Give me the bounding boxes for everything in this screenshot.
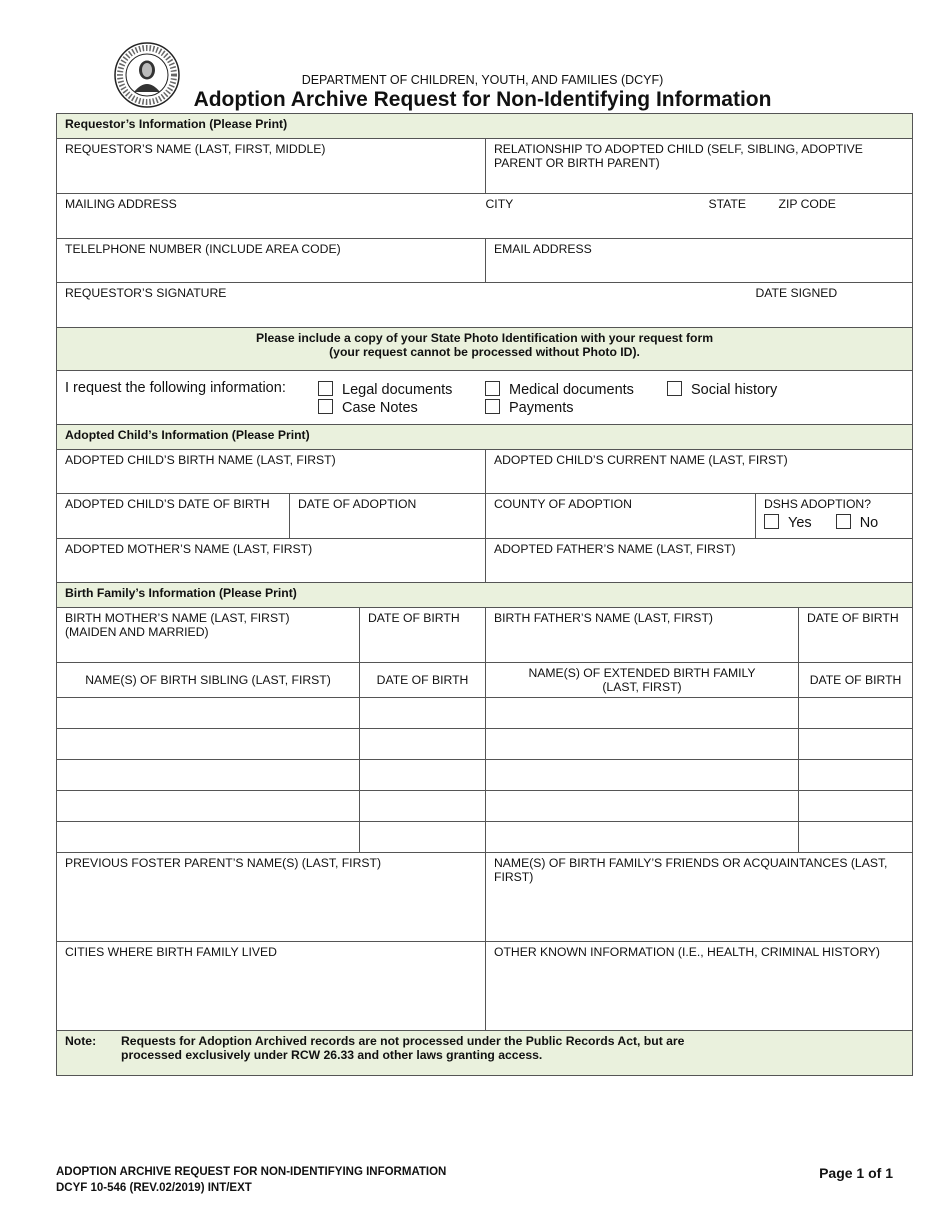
requestor-section-heading: Requestor’s Information (Please Print) bbox=[57, 114, 913, 139]
child-birth-name-label: ADOPTED CHILD’S BIRTH NAME (LAST, FIRST) bbox=[65, 453, 336, 467]
signature-field[interactable] bbox=[57, 283, 756, 328]
foster-parent-field[interactable] bbox=[57, 853, 486, 942]
mailing-address-label: MAILING ADDRESS bbox=[65, 197, 177, 211]
public-records-note bbox=[57, 1031, 913, 1076]
birth-father-name-label: BIRTH FATHER’S NAME (LAST, FIRST) bbox=[494, 611, 713, 625]
adopted-father-label: ADOPTED FATHER’S NAME (LAST, FIRST) bbox=[494, 542, 736, 556]
department-name: DEPARTMENT OF CHILDREN, YOUTH, AND FAMILIES (DCYF) bbox=[301, 73, 664, 87]
birth-mother-name-field[interactable] bbox=[57, 608, 360, 663]
child-current-name-label: ADOPTED CHILD’S CURRENT NAME (LAST, FIRST) bbox=[494, 453, 788, 467]
child-current-name-field[interactable] bbox=[486, 450, 913, 494]
child-birth-name-field[interactable] bbox=[57, 450, 486, 494]
dshs-adoption-label: DSHS ADOPTION? bbox=[764, 497, 872, 511]
extended-family-name-cell[interactable] bbox=[486, 698, 799, 729]
adopted-mother-field[interactable] bbox=[57, 539, 486, 583]
birth-mother-dob-label: DATE OF BIRTH bbox=[368, 611, 460, 625]
birth-family-section-heading: Birth Family’s Information (Please Print) bbox=[57, 583, 913, 608]
dshs-no-checkbox[interactable] bbox=[836, 514, 851, 529]
date-signed-label: DATE SIGNED bbox=[755, 286, 838, 300]
table-row bbox=[57, 760, 913, 791]
extended-family-name-cell[interactable] bbox=[486, 729, 799, 760]
signature-label: REQUESTOR’S SIGNATURE bbox=[65, 286, 227, 300]
extended-family-name-cell[interactable] bbox=[486, 791, 799, 822]
city-label: CITY bbox=[485, 197, 514, 211]
telephone-field[interactable] bbox=[57, 239, 486, 283]
social-history-option[interactable] bbox=[667, 381, 777, 397]
child-date-of-birth-field[interactable] bbox=[57, 494, 290, 539]
payments-checkbox[interactable] bbox=[485, 399, 500, 414]
other-info-field[interactable] bbox=[486, 942, 913, 1031]
form-title: Adoption Archive Request for Non-Identifying Information bbox=[193, 88, 772, 111]
note-line-2: processed exclusively under RCW 26.33 and other laws granting access. bbox=[121, 1048, 543, 1062]
legal-documents-label: Legal documents bbox=[342, 382, 453, 398]
relationship-label: RELATIONSHIP TO ADOPTED CHILD (SELF, SIBLING, ADOPTIVE PARENT OR BIRTH PARENT) bbox=[494, 142, 863, 170]
date-of-adoption-label: DATE OF ADOPTION bbox=[298, 497, 417, 511]
county-of-adoption-label: COUNTY OF ADOPTION bbox=[494, 497, 632, 511]
extended-family-dob-cell[interactable] bbox=[799, 729, 913, 760]
email-label: EMAIL ADDRESS bbox=[494, 242, 592, 256]
case-notes-label: Case Notes bbox=[342, 400, 418, 416]
state-label: STATE bbox=[708, 197, 746, 211]
table-row bbox=[57, 698, 913, 729]
note-line-1: Requests for Adoption Archived records are not processed under the Public Records Act, but are bbox=[121, 1034, 685, 1048]
dshs-no-option[interactable] bbox=[836, 515, 879, 531]
date-signed-field[interactable] bbox=[756, 283, 913, 328]
relationship-field[interactable] bbox=[486, 139, 913, 194]
photo-id-notice-line-1: Please include a copy of your State Photo Identification with your request form bbox=[255, 331, 714, 345]
sibling-name-cell[interactable] bbox=[57, 698, 360, 729]
sibling-dob-cell[interactable] bbox=[360, 698, 486, 729]
birth-mother-name-sublabel: (MAIDEN AND MARRIED) bbox=[65, 625, 209, 639]
sibling-name-cell[interactable] bbox=[57, 822, 360, 853]
zip-code-label: ZIP CODE bbox=[778, 197, 836, 211]
birth-mother-name-label: BIRTH MOTHER’S NAME (LAST, FIRST) bbox=[65, 611, 290, 625]
payments-option[interactable] bbox=[485, 399, 573, 415]
medical-documents-label: Medical documents bbox=[509, 382, 634, 398]
other-info-label: OTHER KNOWN INFORMATION (I.E., HEALTH, CRIMINAL HISTORY) bbox=[494, 945, 880, 959]
dshs-no-label: No bbox=[859, 515, 879, 531]
extended-family-dob-cell[interactable] bbox=[799, 791, 913, 822]
extended-family-dob-cell[interactable] bbox=[799, 760, 913, 791]
case-notes-checkbox[interactable] bbox=[318, 399, 333, 414]
birth-father-dob-label: DATE OF BIRTH bbox=[807, 611, 899, 625]
extended-family-name-cell[interactable] bbox=[486, 822, 799, 853]
requestor-name-field[interactable] bbox=[57, 139, 486, 194]
note-label: Note: bbox=[65, 1034, 97, 1048]
cities-lived-label: CITIES WHERE BIRTH FAMILY LIVED bbox=[65, 945, 277, 959]
extended-family-header bbox=[486, 663, 799, 698]
sibling-dob-cell[interactable] bbox=[360, 729, 486, 760]
dshs-adoption-field bbox=[756, 494, 913, 539]
footer-form-title: ADOPTION ARCHIVE REQUEST FOR NON-IDENTIFYING INFORMATION bbox=[56, 1166, 447, 1178]
county-of-adoption-field[interactable] bbox=[486, 494, 756, 539]
adopted-child-section-heading: Adopted Child’s Information (Please Print) bbox=[57, 425, 913, 450]
dshs-yes-checkbox[interactable] bbox=[764, 514, 779, 529]
birth-father-name-field[interactable] bbox=[486, 608, 799, 663]
table-row bbox=[57, 791, 913, 822]
table-row bbox=[57, 822, 913, 853]
foster-parent-label: PREVIOUS FOSTER PARENT’S NAME(S) (LAST, FIRST) bbox=[65, 856, 382, 870]
dshs-yes-option[interactable] bbox=[764, 515, 812, 531]
legal-documents-checkbox[interactable] bbox=[318, 381, 333, 396]
request-form bbox=[56, 113, 913, 1076]
extended-family-dob-cell[interactable] bbox=[799, 698, 913, 729]
photo-id-notice bbox=[57, 328, 913, 371]
sibling-dob-cell[interactable] bbox=[360, 822, 486, 853]
sibling-name-cell[interactable] bbox=[57, 729, 360, 760]
payments-label: Payments bbox=[509, 400, 574, 416]
legal-documents-option[interactable] bbox=[318, 381, 452, 397]
friends-acquaintances-label: NAME(S) OF BIRTH FAMILY’S FRIENDS OR ACQUAINTANCES (LAST, FIRST) bbox=[494, 856, 888, 884]
sibling-name-cell[interactable] bbox=[57, 791, 360, 822]
extended-family-dob-cell[interactable] bbox=[799, 822, 913, 853]
footer-form-number: DCYF 10-546 (REV.02/2019) INT/EXT bbox=[56, 1182, 252, 1194]
photo-id-notice-line-2: (your request cannot be processed without Photo ID). bbox=[329, 345, 640, 359]
sibling-dob-cell[interactable] bbox=[360, 760, 486, 791]
extended-family-header-line-1: NAME(S) OF EXTENDED BIRTH FAMILY bbox=[528, 666, 756, 680]
mailing-address-field[interactable] bbox=[57, 194, 486, 239]
cities-lived-field[interactable] bbox=[57, 942, 486, 1031]
extended-family-name-cell[interactable] bbox=[486, 760, 799, 791]
birth-mother-dob-field[interactable] bbox=[360, 608, 486, 663]
city-state-zip-field[interactable] bbox=[486, 194, 913, 239]
telephone-label: TELELPHONE NUMBER (INCLUDE AREA CODE) bbox=[65, 242, 341, 256]
medical-documents-checkbox[interactable] bbox=[485, 381, 500, 396]
case-notes-option[interactable] bbox=[318, 399, 418, 415]
friends-acquaintances-field[interactable] bbox=[486, 853, 913, 942]
social-history-checkbox[interactable] bbox=[667, 381, 682, 396]
extended-family-dob-header: DATE OF BIRTH bbox=[799, 663, 913, 698]
adopted-mother-label: ADOPTED MOTHER’S NAME (LAST, FIRST) bbox=[65, 542, 313, 556]
sibling-dob-header: DATE OF BIRTH bbox=[360, 663, 486, 698]
email-field[interactable] bbox=[486, 239, 913, 283]
sibling-name-header: NAME(S) OF BIRTH SIBLING (LAST, FIRST) bbox=[57, 663, 360, 698]
adopted-father-field[interactable] bbox=[486, 539, 913, 583]
dshs-yes-label: Yes bbox=[788, 515, 812, 531]
social-history-label: Social history bbox=[691, 382, 778, 398]
birth-father-dob-field[interactable] bbox=[799, 608, 913, 663]
date-of-adoption-field[interactable] bbox=[290, 494, 486, 539]
child-date-of-birth-label: ADOPTED CHILD’S DATE OF BIRTH bbox=[65, 497, 270, 511]
table-row bbox=[57, 729, 913, 760]
requestor-name-label: REQUESTOR’S NAME (LAST, FIRST, MIDDLE) bbox=[65, 142, 326, 156]
sibling-name-cell[interactable] bbox=[57, 760, 360, 791]
requested-information-row bbox=[57, 371, 913, 425]
sibling-dob-cell[interactable] bbox=[360, 791, 486, 822]
medical-documents-option[interactable] bbox=[485, 381, 634, 397]
page-number: Page 1 of 1 bbox=[819, 1165, 893, 1181]
extended-family-header-line-2: (LAST, FIRST) bbox=[602, 680, 682, 694]
request-info-label: I request the following information: bbox=[65, 380, 286, 396]
